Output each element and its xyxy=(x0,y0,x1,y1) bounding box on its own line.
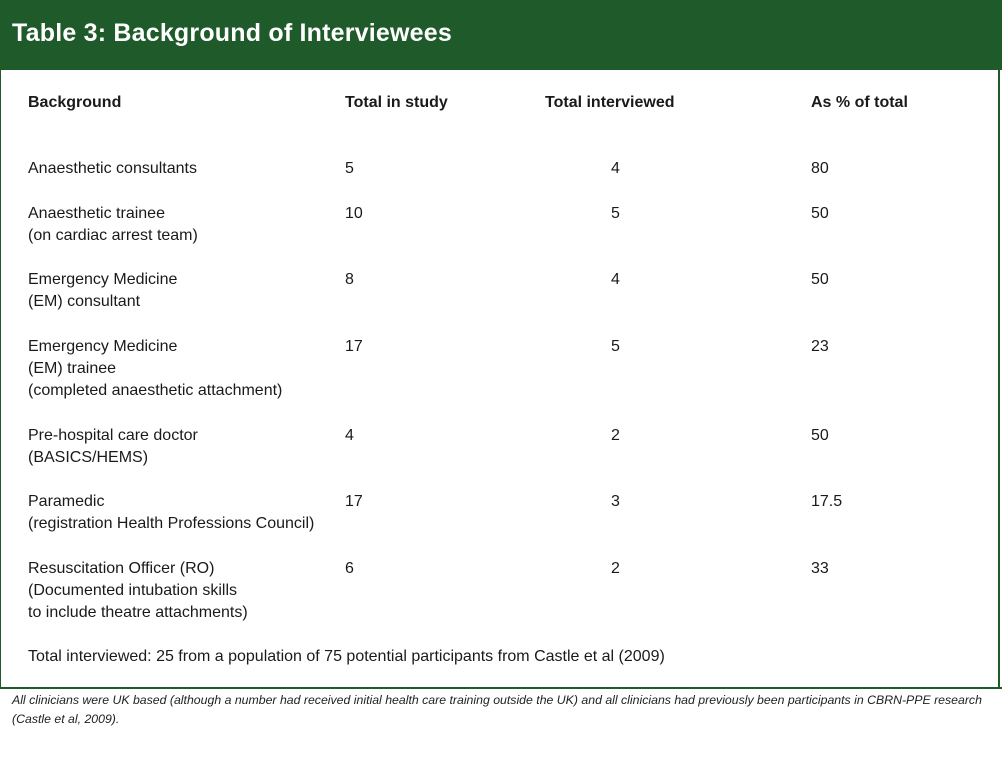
background-line: Anaesthetic trainee xyxy=(28,205,165,222)
total-interviewed-cell: 2 xyxy=(611,560,620,577)
background-line: to include theatre attachments) xyxy=(28,604,248,621)
total-interviewed-note: Total interviewed: 25 from a population of 75 potential participants from Castle et al (2009) xyxy=(28,648,665,665)
total-in-study-cell: 5 xyxy=(345,160,354,177)
table-row-background xyxy=(28,558,248,624)
percent-cell: 50 xyxy=(811,205,829,222)
total-interviewed-cell: 5 xyxy=(611,338,620,355)
background-line: (registration Health Professions Council) xyxy=(28,515,315,532)
background-line: Emergency Medicine xyxy=(28,338,178,355)
total-interviewed-cell: 3 xyxy=(611,493,620,510)
total-interviewed-cell: 4 xyxy=(611,160,620,177)
background-line: Paramedic xyxy=(28,493,105,510)
percent-cell: 50 xyxy=(811,427,829,444)
table-row-background xyxy=(28,269,177,313)
total-interviewed-cell: 2 xyxy=(611,427,620,444)
background-line: Emergency Medicine xyxy=(28,271,178,288)
column-header-background: Background xyxy=(28,94,122,111)
background-line: (EM) consultant xyxy=(28,293,141,310)
total-interviewed-cell: 4 xyxy=(611,271,620,288)
footnote: All clinicians were UK based (although a number had received initial health care training outside the UK) and all clinicians had previously been participants in CBRN-PPE research (Castle et al, 2009). xyxy=(12,693,982,726)
divider-line xyxy=(0,687,1002,689)
background-line: (EM) trainee xyxy=(28,360,117,377)
percent-cell: 50 xyxy=(811,271,829,288)
total-in-study-cell: 4 xyxy=(345,427,354,444)
background-line: (BASICS/HEMS) xyxy=(28,449,149,466)
table-row-background xyxy=(28,491,314,535)
background-line: Resuscitation Officer (RO) xyxy=(28,560,215,577)
total-in-study-cell: 10 xyxy=(345,205,363,222)
percent-cell: 33 xyxy=(811,560,829,577)
table-row-background xyxy=(28,158,197,180)
total-in-study-cell: 8 xyxy=(345,271,354,288)
percent-cell: 17.5 xyxy=(811,493,843,510)
column-header-total-in-study: Total in study xyxy=(345,94,448,111)
table-title: Table 3: Background of Interviewees xyxy=(12,19,452,47)
background-line: Anaesthetic consultants xyxy=(28,160,197,177)
percent-cell: 80 xyxy=(811,160,829,177)
background-line: (completed anaesthetic attachment) xyxy=(28,382,283,399)
background-line: (on cardiac arrest team) xyxy=(28,227,198,244)
column-header-percent: As % of total xyxy=(811,94,908,111)
column-header-total-interviewed: Total interviewed xyxy=(545,94,675,111)
background-line: Pre-hospital care doctor xyxy=(28,427,198,444)
table-row-background xyxy=(28,425,198,469)
total-interviewed-cell: 5 xyxy=(611,205,620,222)
table-row-background xyxy=(28,203,198,247)
background-line: (Documented intubation skills xyxy=(28,582,237,599)
table-row-background xyxy=(28,336,282,402)
total-in-study-cell: 6 xyxy=(345,560,354,577)
total-in-study-cell: 17 xyxy=(345,338,363,355)
total-in-study-cell: 17 xyxy=(345,493,363,510)
table-header-bar xyxy=(0,0,1002,70)
percent-cell: 23 xyxy=(811,338,829,355)
